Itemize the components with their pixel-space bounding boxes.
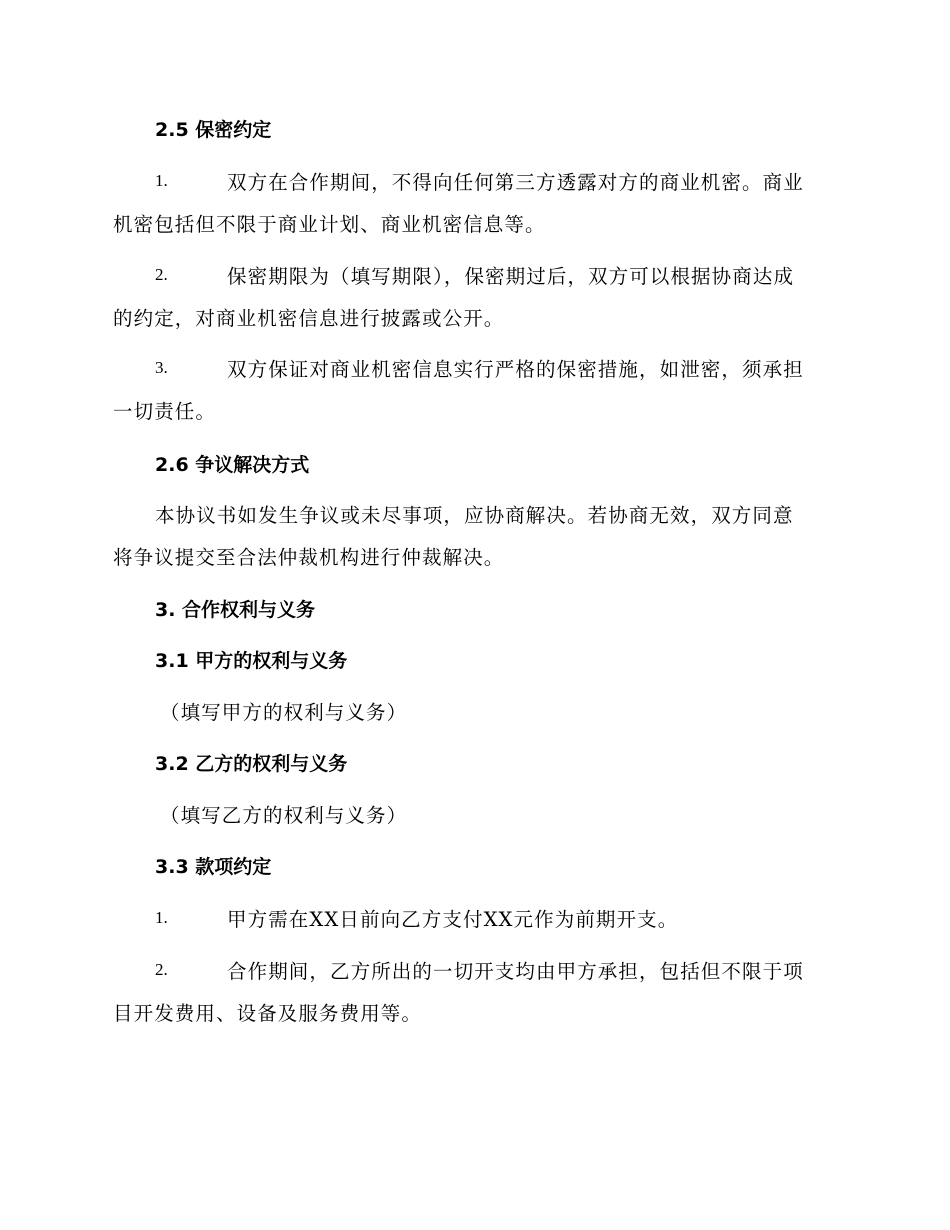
section-heading-2-6: 2.6 争议解决方式: [155, 454, 310, 476]
list-item-text-continued: 机密包括但不限于商业计划、商业机密信息等。: [113, 213, 546, 236]
section-heading-2-5: 2.5 保密约定: [155, 119, 272, 141]
list-item-number: 1.: [155, 908, 168, 927]
paragraph-text: 本协议书如发生争议或未尽事项，应协商解决。若协商无效，双方同意: [155, 504, 794, 527]
list-item-text: 双方在合作期间，不得向任何第三方透露对方的商业机密。商业: [227, 171, 804, 194]
list-item-number: 3.: [155, 358, 168, 377]
placeholder-text: （填写甲方的权利与义务）: [160, 701, 408, 724]
list-item-text-continued: 的约定，对商业机密信息进行披露或公开。: [113, 307, 505, 330]
paragraph-text-continued: 将争议提交至合法仲裁机构进行仲裁解决。: [113, 546, 505, 569]
list-item-number: 1.: [155, 171, 168, 190]
section-heading-3-2: 3.2 乙方的权利与义务: [155, 753, 348, 775]
section-heading-3-3: 3.3 款项约定: [155, 856, 272, 878]
list-item-text-continued: 目开发费用、设备及服务费用等。: [113, 1002, 423, 1025]
placeholder-text: （填写乙方的权利与义务）: [160, 804, 408, 827]
list-item-text: 保密期限为（填写期限），保密期过后，双方可以根据协商达成: [227, 265, 795, 288]
list-item-text: 合作期间，乙方所出的一切开支均由甲方承担，包括但不限于项: [227, 960, 804, 983]
section-heading-3: 3. 合作权利与义务: [155, 599, 316, 621]
section-heading-3-1: 3.1 甲方的权利与义务: [155, 650, 348, 672]
list-item-text-continued: 一切责任。: [113, 400, 217, 423]
list-item-text: 甲方需在XX日前向乙方支付XX元作为前期开支。: [227, 908, 679, 931]
list-item-number: 2.: [155, 960, 168, 979]
list-item-text: 双方保证对商业机密信息实行严格的保密措施，如泄密，须承担: [227, 358, 804, 381]
list-item-number: 2.: [155, 265, 168, 284]
